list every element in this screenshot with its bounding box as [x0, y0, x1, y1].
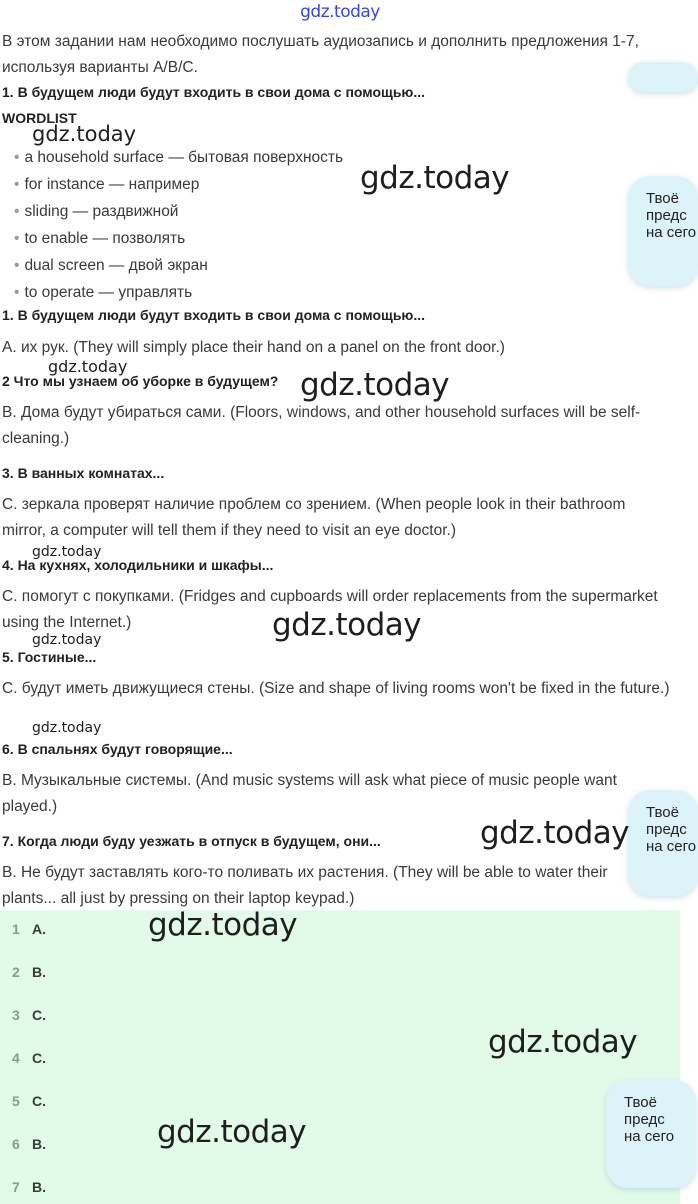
watermark: gdz.today [148, 907, 298, 943]
answer-letter: C. [32, 1093, 46, 1109]
question-heading: 5. Гостиные... [2, 649, 97, 665]
answer-number: 7 [12, 1179, 20, 1195]
question-heading: 1. В будущем люди будут входить в свои дома с помощью... [2, 307, 426, 323]
question-1-heading: 1. В будущем люди будут входить в свои дома с помощью... [2, 84, 426, 100]
answer-letter: C. [32, 1050, 46, 1066]
answer-text: C. будут иметь движущиеся стены. (Size and shape of living rooms won't be fixed in the future.) [2, 680, 670, 697]
wordlist-item: • a household surface — бытовая поверхность [14, 149, 344, 166]
answer-letter: B. [32, 1179, 46, 1195]
answer-number: 4 [12, 1050, 20, 1066]
wordlist-item: • sliding — раздвижной [14, 203, 179, 220]
watermark: gdz.today [32, 632, 102, 648]
watermark: gdz.today [32, 122, 137, 146]
chat-bubble[interactable] [628, 176, 698, 286]
watermark: gdz.today [32, 544, 102, 560]
answer-number: 5 [12, 1093, 20, 1109]
intro-text: В этом задании нам необходимо послушать аудиозапись и дополнить предложения 1-7, используя варианты A/B/C. [2, 33, 639, 76]
watermark: gdz.today [157, 1114, 307, 1150]
answer-letter: B. [32, 1136, 46, 1152]
answer-number: 3 [12, 1007, 20, 1023]
answer-text: B. Дома будут убираться сами. (Floors, windows, and other household surfaces will be self-cleaning.) [2, 404, 641, 447]
chat-bubble-text: Твоё предс на сего [646, 190, 697, 241]
answer-letter: A. [32, 921, 46, 937]
watermark: gdz.today [480, 815, 630, 851]
answer-number: 6 [12, 1136, 20, 1152]
wordlist-title: WORDLIST [2, 110, 77, 126]
answer-text: C. зеркала проверят наличие проблем со зрением. (When people look in their bathroom mirror, a computer will tell them if they need to visit an eye doctor.) [2, 496, 626, 539]
answer-text: C. помогут с покупками. (Fridges and cupboards will order replacements from the supermarket using the Internet.) [2, 588, 658, 631]
question-heading: 2 Что мы узнаем об уборке в будущем? [2, 373, 279, 389]
question-heading: 6. В спальнях будут говорящие... [2, 741, 233, 757]
watermark: gdz.today [488, 1024, 638, 1060]
answer-text: A. их рук. (They will simply place their hand on a panel on the front door.) [2, 339, 505, 356]
chat-bubble[interactable] [628, 790, 698, 896]
question-heading: 3. В ванных комнатах... [2, 465, 165, 481]
wordlist-item: • to enable — позволять [14, 230, 186, 247]
answer-letter: C. [32, 1007, 46, 1023]
chat-bubble-text: Твоё предс на сего [624, 1094, 675, 1145]
answer-number: 1 [12, 921, 20, 937]
watermark-top: gdz.today [300, 2, 380, 22]
chat-bubble-top[interactable] [628, 62, 698, 92]
chat-bubble[interactable] [606, 1080, 696, 1188]
chat-bubble-text: Твоё предс на сего [646, 804, 697, 855]
watermark: gdz.today [32, 720, 102, 736]
watermark: gdz.today [272, 607, 422, 643]
question-heading: 4. На кухнях, холодильники и шкафы... [2, 557, 274, 573]
wordlist-item: • for instance — например [14, 176, 200, 193]
wordlist-item: • to operate — управлять [14, 284, 193, 301]
watermark: gdz.today [48, 357, 128, 376]
answer-number: 2 [12, 964, 20, 980]
wordlist-item: • dual screen — двой экран [14, 257, 208, 274]
answer-text: B. Музыкальные системы. (And music systems will ask what piece of music people want played.) [2, 772, 617, 815]
answer-text: B. Не будут заставлять кого-то поливать их растения. (They will be able to water their plants... all just by pressing on their laptop keypad.) [2, 864, 608, 907]
question-heading: 7. Когда люди буду уезжать в отпуск в будущем, они... [2, 833, 381, 849]
answer-letter: B. [32, 964, 46, 980]
watermark: gdz.today [300, 367, 450, 403]
watermark: gdz.today [360, 160, 510, 196]
